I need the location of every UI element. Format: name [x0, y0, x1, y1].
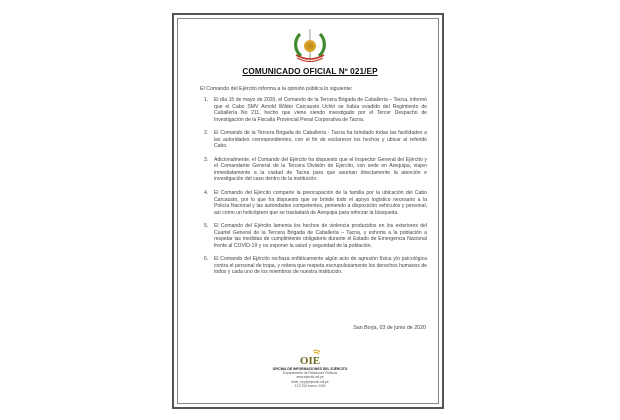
page-background-right — [457, 0, 620, 420]
list-item — [204, 256, 427, 276]
footer — [250, 348, 370, 388]
item-text: El Comando del Ejército lamenta los hechos de violencia producidos en los exteriores del Cuartel General de la Tercera Brigada de Caballería – Tacna, y exhorta a la población a respetar las medidas de cumplimiento obligatorio durante el Estado de Emergencia Nacional frente al COVID-19 y no exponer la salud y seguridad de la población. — [214, 223, 427, 249]
communique-items — [204, 97, 427, 283]
item-text: El Comando del Ejército rechaza enfáticamente algún acto de agresión física y/o psicológica contra el personal de tropa, y reitera que respeta escrupulosamente los derechos humanos de todos y cada uno de los miembros de nuestra institución. — [214, 256, 427, 276]
item-number: 2. — [204, 130, 209, 137]
item-text: Adicionalmente, el Comando del Ejército ha dispuesto que el Inspector General del Ejército y el Comandante General de la Tercera División de Ejército, con sede en Arequipa, viajen inmediatamente a la ciudad de Tacna para que asuman directamente la atención e investigación del caso dentro de la institución. — [214, 156, 427, 183]
list-item — [204, 190, 427, 216]
list-item — [204, 156, 427, 183]
item-number: 5. — [204, 223, 209, 230]
date-place: San Borja, 03 de junio de 2020 — [353, 325, 426, 331]
item-number: 4. — [204, 190, 209, 197]
list-item — [204, 130, 427, 150]
item-text: El día 15 de mayo de 2020, el Comando de la Tercera Brigada de Caballería – Tacna, informó que el Cabo SMV Arnold Wilder Carcausto Uchiri se había evadido del Regimiento de Caballería No 211, hecho que viene siendo investigado por el Tercer Despacho de Investigación de la Fiscalía Provincial Penal Corporativa de Tacna. — [214, 97, 427, 123]
army-emblem-icon — [291, 28, 329, 64]
oie-logo-icon — [296, 348, 324, 366]
footer-phone: 3171700 Anexo: 2080 — [294, 383, 326, 388]
item-number: 3. — [204, 156, 209, 163]
communique-title: COMUNICADO OFICIAL Nº 021/EP — [242, 67, 378, 76]
footer-web: www.ejercito.mil.pe — [296, 375, 324, 380]
item-number: 6. — [204, 256, 209, 263]
list-item — [204, 97, 427, 123]
intro-text: El Comando del Ejército informa a la opinión pública lo siguiente: — [200, 86, 353, 92]
footer-org: OFICINA DE INFORMACIONES DEL EJÉRCITO — [272, 367, 348, 371]
item-number: 1. — [204, 97, 209, 103]
item-text: El Comando de la Tercera Brigada de Caballería - Tacna ha brindado todas las facilidades a las autoridades correspondientes, con el fin de esclarecer los hechos y ubicar al referido Cabo. — [214, 130, 427, 150]
footer-email: dinfe_rrpp@ejercito.mil.pe — [291, 379, 329, 384]
list-item — [204, 223, 427, 249]
item-text: El Comando del Ejército comparte la preocupación de la familia por la ubicación del Cabo Carcausto, por lo que ha dispuesto que se brinde todo el apoyo logístico necesario a la Policía Nacional y las autoridades competentes, poniendo a disposición vehículos y personal, así como un helicóptero que se trasladará de Arequipa para reforzar la búsqueda. — [214, 190, 427, 216]
footer-dept: Departamento de Relaciones Públicas — [282, 371, 338, 375]
oie-logo-text: OIE — [299, 355, 321, 366]
